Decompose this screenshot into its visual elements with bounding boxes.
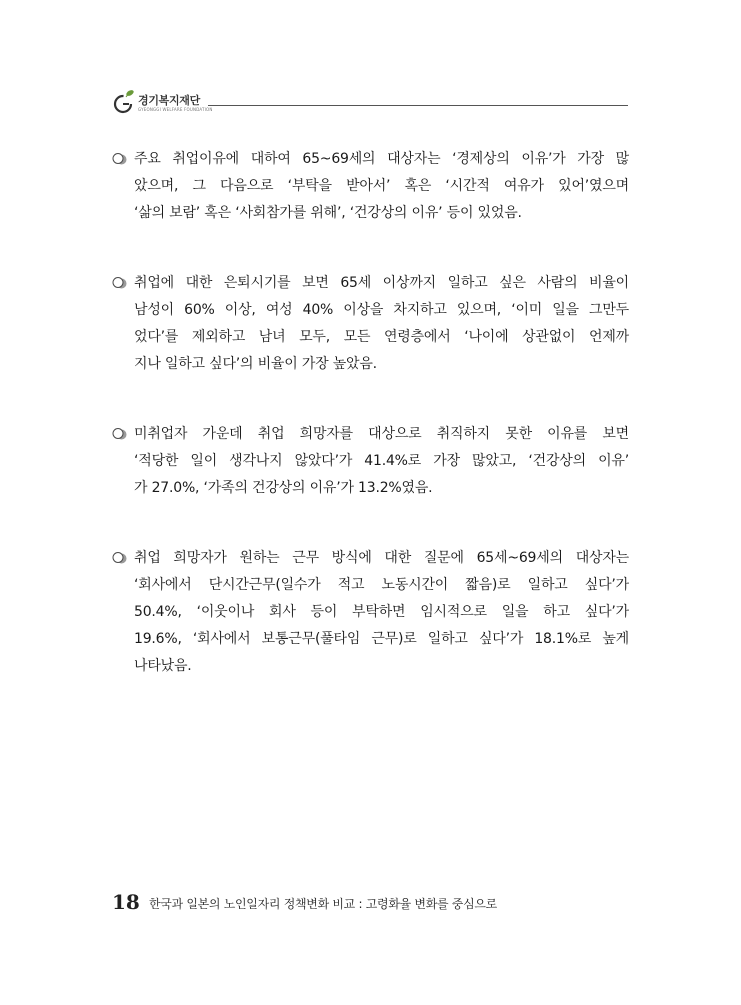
text-line: 었다’를 제외하고 남녀 모두, 모든 연령층에서 ‘나이에 상관없이 언제까 xyxy=(134,329,629,345)
text-line: 나타났음. xyxy=(134,658,192,674)
bullet-item xyxy=(112,545,629,680)
text-line: ‘삶의 보람’ 혹은 ‘사회참가를 위해’, ‘건강상의 이유’ 등이 있었음. xyxy=(134,205,522,221)
bullet-icon xyxy=(112,428,128,440)
text-line: 남성이 60% 이상, 여성 40% 이상을 차지하고 있으며, ‘이미 일을 그만두 xyxy=(134,302,629,318)
foundation-logo-icon xyxy=(112,88,138,116)
running-title: 한국과 일본의 노인일자리 정책변화 비교 : 고령화율 변화를 중심으로 xyxy=(148,897,497,911)
text-line: ‘적당한 일이 생각나지 않았다’가 41.4%로 가장 많았고, ‘건강상의 이유’ xyxy=(134,453,629,469)
page-header xyxy=(112,88,628,118)
bullet-item xyxy=(112,270,629,378)
bullet-icon xyxy=(112,552,128,564)
org-subtitle: GYEONGGI WELFARE FOUNDATION xyxy=(138,107,213,112)
text-line: 주요 취업이유에 대하여 65~69세의 대상자는 ‘경제상의 이유’가 가장 많 xyxy=(134,151,629,167)
bullet-item xyxy=(112,146,629,227)
bullet-item xyxy=(112,421,629,502)
text-line: ‘회사에서 단시간근무(일수가 적고 노동시간이 짧음)로 일하고 싶다’가 xyxy=(134,577,629,593)
org-name: 경기복지재단 xyxy=(138,94,200,107)
document-body xyxy=(112,146,629,723)
text-line: 가 27.0%, ‘가족의 건강상의 이유’가 13.2%였음. xyxy=(134,480,433,496)
text-line: 미취업자 가운데 취업 희망자를 대상으로 취직하지 못한 이유를 보면 xyxy=(134,426,629,442)
text-line: 50.4%, ‘이웃이나 회사 등이 부탁하면 임시적으로 일을 하고 싶다’가 xyxy=(134,604,629,620)
text-line: 지나 일하고 싶다’의 비율이 가장 높았음. xyxy=(134,356,377,372)
header-rule xyxy=(208,105,628,106)
text-line: 19.6%, ‘회사에서 보통근무(풀타임 근무)로 일하고 싶다’가 18.1%로 높게 xyxy=(134,631,629,647)
page-footer xyxy=(112,890,497,914)
text-line: 았으며, 그 다음으로 ‘부탁을 받아서’ 혹은 ‘시간적 여유가 있어’였으며 xyxy=(134,178,629,194)
bullet-icon xyxy=(112,153,128,165)
text-line: 취업에 대한 은퇴시기를 보면 65세 이상까지 일하고 싶은 사람의 비율이 xyxy=(134,275,629,291)
text-line: 취업 희망자가 원하는 근무 방식에 대한 질문에 65세~69세의 대상자는 xyxy=(134,550,629,566)
bullet-icon xyxy=(112,277,128,289)
page-number: 18 xyxy=(112,890,140,914)
